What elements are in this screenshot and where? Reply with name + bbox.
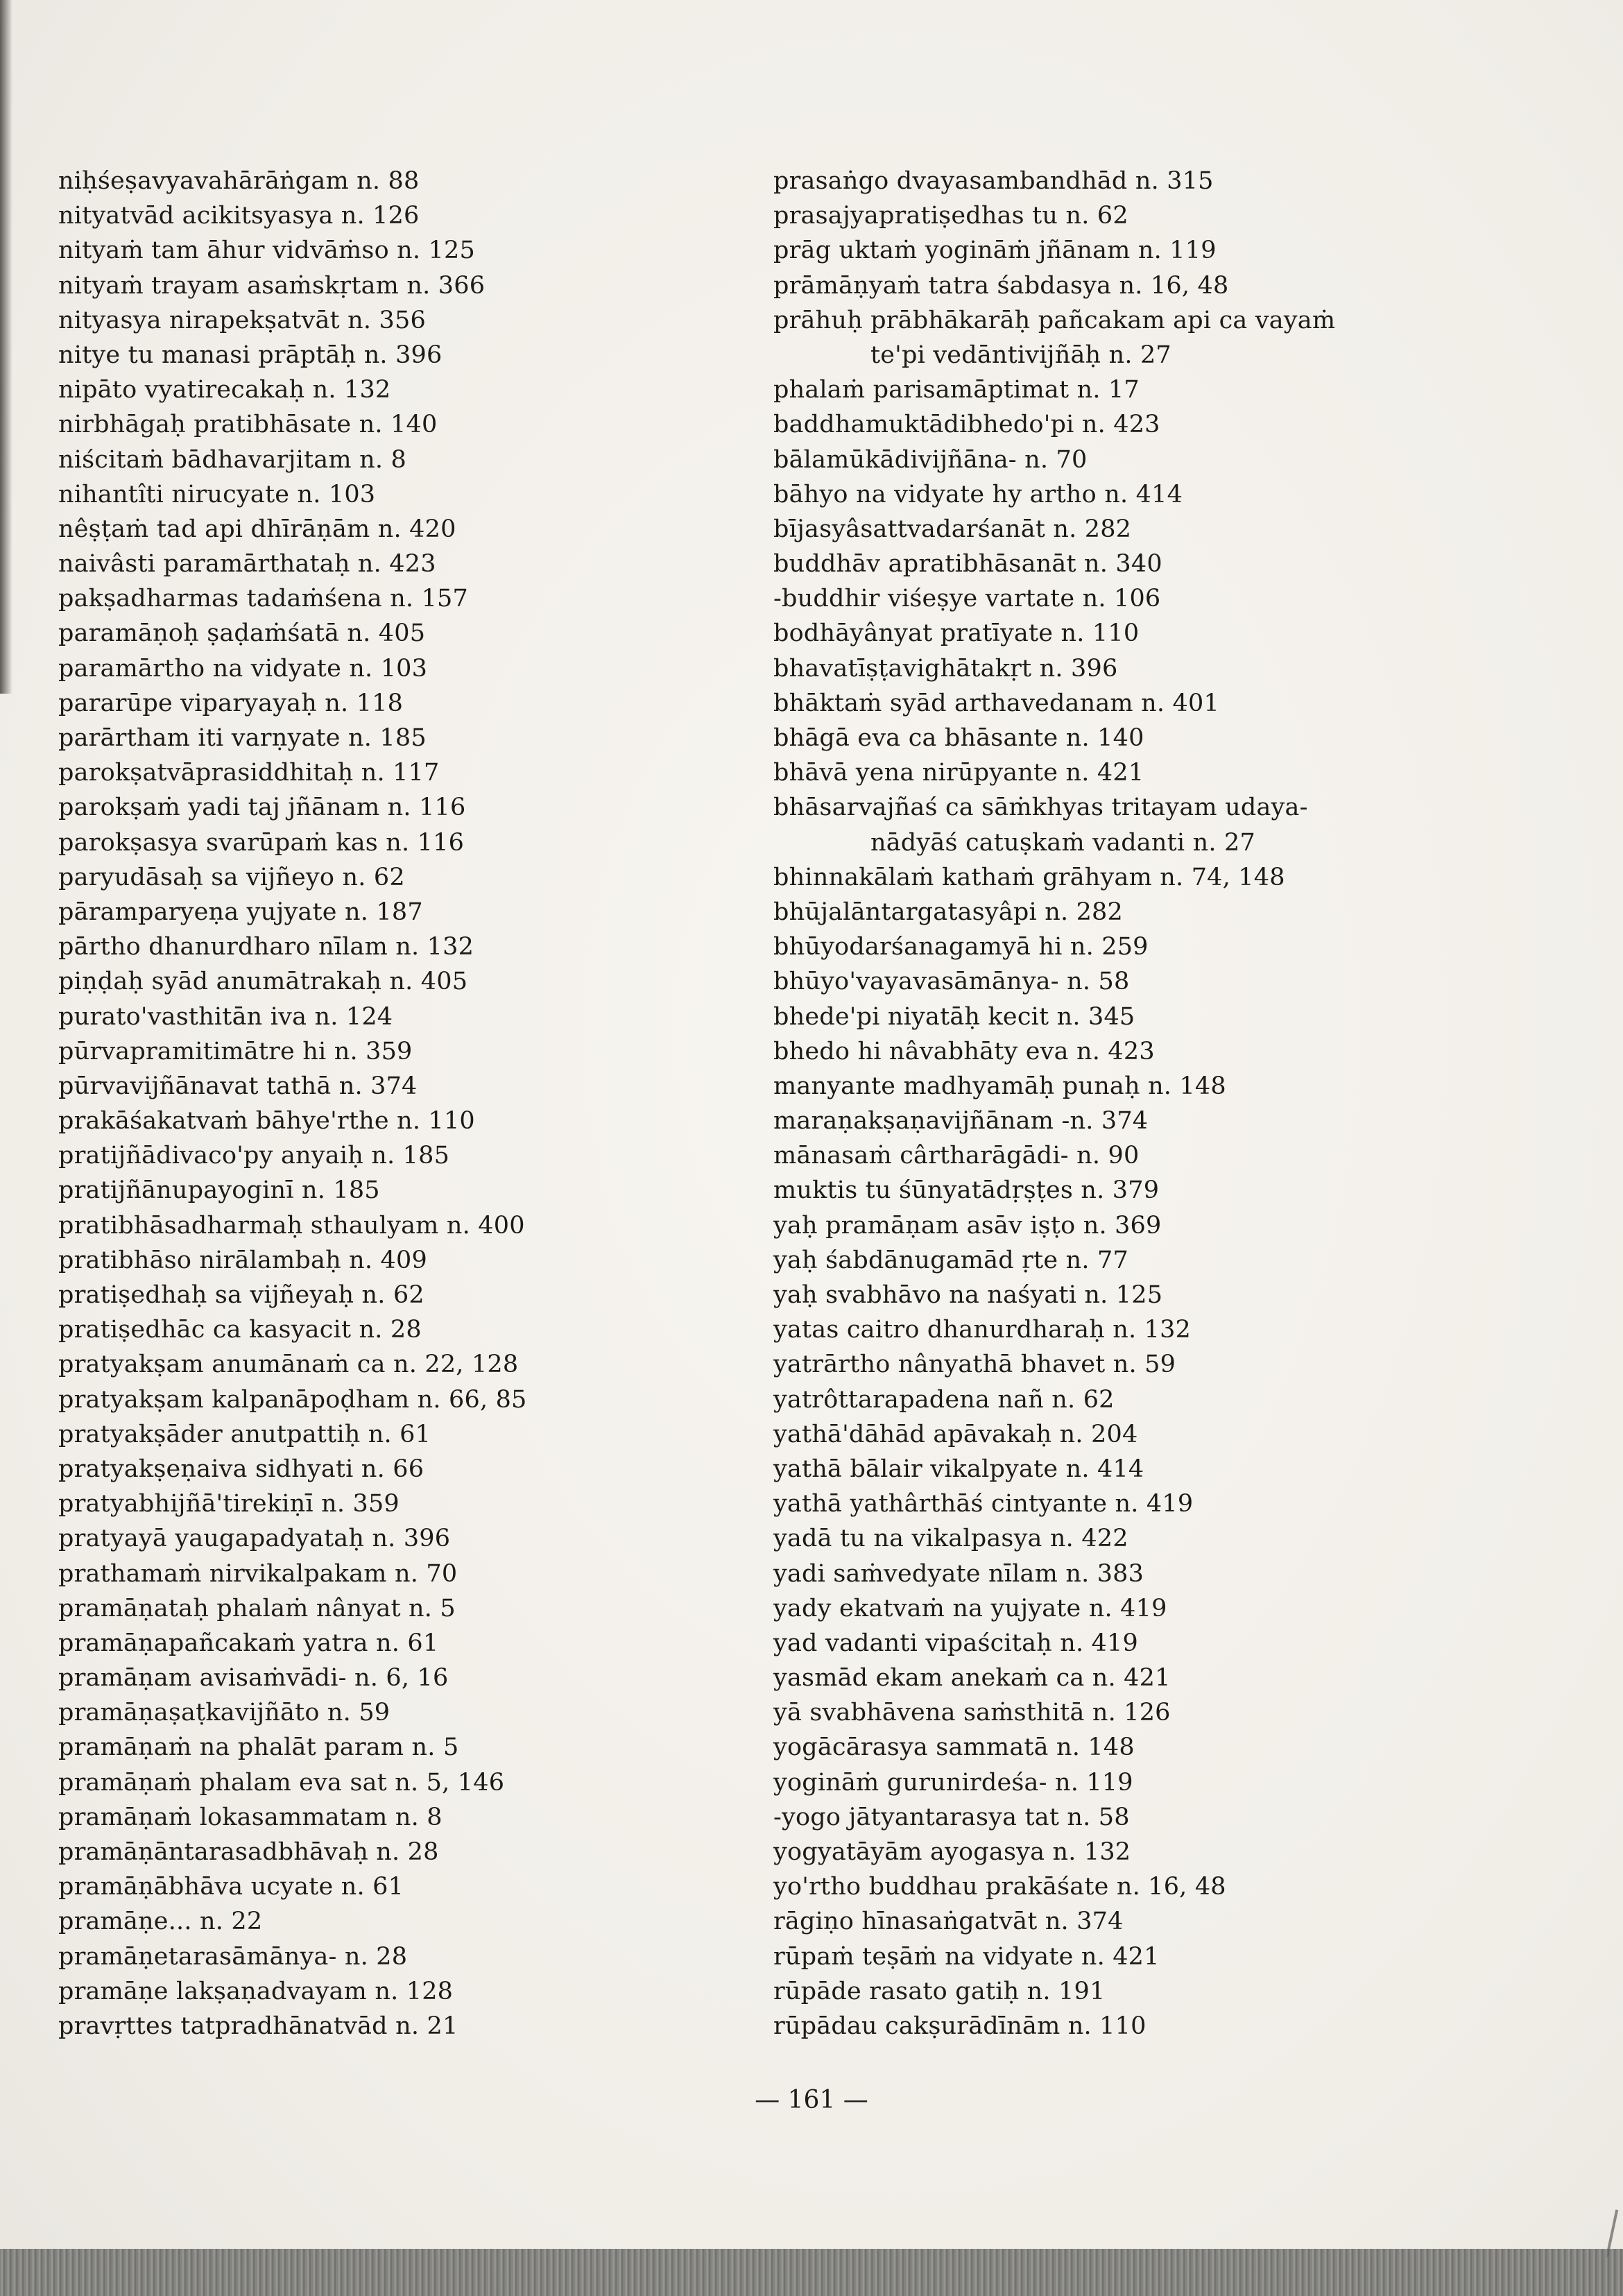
index-entry: pratyakṣeṇaiva sidhyati n. 66 bbox=[58, 1455, 424, 1483]
index-entry: bhedo hi nâvabhāty eva n. 423 bbox=[773, 1037, 1155, 1065]
index-entry: yaḥ pramāṇam asāv iṣṭo n. 369 bbox=[773, 1211, 1162, 1240]
index-entry: bhāvā yena nirūpyante n. 421 bbox=[773, 759, 1144, 787]
index-entry: piṇḍaḥ syād anumātrakaḥ n. 405 bbox=[58, 968, 468, 996]
index-entry: pramāṇetarasāmānya- n. 28 bbox=[58, 1942, 408, 1971]
index-entry: nitye tu manasi prāptāḥ n. 396 bbox=[58, 341, 443, 369]
index-entry: rūpaṁ teṣāṁ na vidyate n. 421 bbox=[773, 1942, 1160, 1971]
index-entry: phalaṁ parisamāptimat n. 17 bbox=[773, 376, 1140, 404]
index-entry: yatrôttarapadena nañ n. 62 bbox=[773, 1385, 1115, 1414]
index-entry: pārtho dhanurdharo nīlam n. 132 bbox=[58, 933, 474, 961]
index-entry: yasmād ekam anekaṁ ca n. 421 bbox=[773, 1664, 1171, 1693]
index-entry: nityasya nirapekṣatvāt n. 356 bbox=[58, 306, 426, 334]
index-entry: manyante madhyamāḥ punaḥ n. 148 bbox=[773, 1072, 1226, 1100]
index-entry: paramārtho na vidyate n. 103 bbox=[58, 654, 428, 683]
index-entry: pramāṇāntarasadbhāvaḥ n. 28 bbox=[58, 1838, 439, 1866]
index-entry: bodhāyânyat pratīyate n. 110 bbox=[773, 619, 1140, 648]
index-entry: yadā tu na vikalpasya n. 422 bbox=[773, 1525, 1128, 1553]
index-entry: yā svabhāvena saṁsthitā n. 126 bbox=[773, 1699, 1171, 1727]
index-entry: rūpāde rasato gatiḥ n. 191 bbox=[773, 1977, 1106, 2005]
index-entry: prāmāṇyaṁ tatra śabdasya n. 16, 48 bbox=[773, 271, 1229, 300]
index-entry: prathamaṁ nirvikalpakam n. 70 bbox=[58, 1559, 458, 1588]
index-entry: naivâsti paramārthataḥ n. 423 bbox=[58, 550, 436, 579]
index-entry: yadi saṁvedyate nīlam n. 383 bbox=[773, 1559, 1144, 1588]
index-entry: yatrārtho nânyathā bhavet n. 59 bbox=[773, 1351, 1176, 1379]
index-entry: rūpādau cakṣurādīnām n. 110 bbox=[773, 2012, 1147, 2040]
index-entry: pararūpe viparyayaḥ n. 118 bbox=[58, 689, 404, 717]
index-entry: prasaṅgo dvayasambandhād n. 315 bbox=[773, 167, 1214, 195]
index-entry: bhāsarvajñaś ca sāṁkhyas tritayam udaya- bbox=[773, 794, 1308, 822]
index-entry: nityaṁ trayam asaṁskṛtam n. 366 bbox=[58, 271, 486, 300]
index-entry: nipāto vyatirecakaḥ n. 132 bbox=[58, 376, 391, 404]
index-entry: pramāṇam avisaṁvādi- n. 6, 16 bbox=[58, 1664, 449, 1693]
index-entry: pratyakṣam kalpanāpoḍham n. 66, 85 bbox=[58, 1385, 527, 1414]
index-entry: prāhuḥ prābhākarāḥ pañcakam api ca vayaṁ bbox=[773, 306, 1336, 334]
index-entry: nirbhāgaḥ pratibhāsate n. 140 bbox=[58, 411, 438, 439]
index-entry: bhūyodarśanagamyā hi n. 259 bbox=[773, 933, 1149, 961]
index-column-right bbox=[773, 164, 1592, 2044]
index-entry: paryudāsaḥ sa vijñeyo n. 62 bbox=[58, 863, 405, 891]
index-entry: bhinnakālaṁ kathaṁ grāhyam n. 74, 148 bbox=[773, 863, 1285, 891]
index-entry: nihantîti nirucyate n. 103 bbox=[58, 480, 376, 508]
index-entry: pratyakṣam anumānaṁ ca n. 22, 128 bbox=[58, 1351, 519, 1379]
index-entry: pratyayā yaugapadyataḥ n. 396 bbox=[58, 1525, 451, 1553]
index-entry: parokṣaṁ yadi taj jñānam n. 116 bbox=[58, 794, 466, 822]
index-entry: pramāṇataḥ phalaṁ nânyat n. 5 bbox=[58, 1594, 456, 1622]
index-entry: yad vadanti vipaścitaḥ n. 419 bbox=[773, 1629, 1138, 1657]
index-entry: bhede'pi niyatāḥ kecit n. 345 bbox=[773, 1002, 1135, 1031]
index-entry: mānasaṁ cârtharāgādi- n. 90 bbox=[773, 1142, 1140, 1170]
index-entry: pramāṇaṁ lokasammatam n. 8 bbox=[58, 1803, 443, 1831]
index-entry: yogināṁ gurunirdeśa- n. 119 bbox=[773, 1768, 1133, 1797]
index-entry: rāgiṇo hīnasaṅgatvāt n. 374 bbox=[773, 1908, 1124, 1936]
index-entry: nādyāś catuṣkaṁ vadanti n. 27 bbox=[870, 828, 1255, 857]
index-entry: nityaṁ tam āhur vidvāṁso n. 125 bbox=[58, 237, 475, 265]
index-entry: pratiṣedhaḥ sa vijñeyaḥ n. 62 bbox=[58, 1281, 424, 1309]
index-entry: pratijñānupayoginī n. 185 bbox=[58, 1176, 380, 1205]
index-entry: pratiṣedhāc ca kasyacit n. 28 bbox=[58, 1316, 422, 1344]
index-entry: bhāktaṁ syād arthavedanam n. 401 bbox=[773, 689, 1219, 717]
index-entry: pramāṇābhāva ucyate n. 61 bbox=[58, 1873, 404, 1901]
index-entry: yogyatāyām ayogasya n. 132 bbox=[773, 1838, 1131, 1866]
index-entry: yaḥ śabdānugamād ṛte n. 77 bbox=[773, 1246, 1128, 1274]
index-entry: -buddhir viśeṣye vartate n. 106 bbox=[773, 585, 1161, 613]
index-entry: pratijñādivaco'py anyaiḥ n. 185 bbox=[58, 1142, 450, 1170]
index-entry: niścitaṁ bādhavarjitam n. 8 bbox=[58, 445, 406, 474]
index-column-left bbox=[58, 164, 752, 2044]
index-entry: bījasyâsattvadarśanāt n. 282 bbox=[773, 515, 1132, 543]
index-entry: yathā yathârthāś cintyante n. 419 bbox=[773, 1490, 1194, 1518]
index-entry: yathā'dāhād apāvakaḥ n. 204 bbox=[773, 1420, 1138, 1448]
index-entry: pramāṇaṁ na phalāt param n. 5 bbox=[58, 1733, 459, 1762]
index-entry: prakāśakatvaṁ bāhye'rthe n. 110 bbox=[58, 1107, 475, 1136]
index-entry: nêṣṭaṁ tad api dhīrāṇām n. 420 bbox=[58, 515, 456, 543]
index-entry: pramāṇaṣaṭkavijñāto n. 59 bbox=[58, 1699, 390, 1727]
index-entry: bhūyo'vayavasāmānya- n. 58 bbox=[773, 968, 1130, 996]
page-number: — 161 — bbox=[755, 2086, 868, 2114]
index-entry: pramāṇapañcakaṁ yatra n. 61 bbox=[58, 1629, 439, 1657]
page-edge-shadow bbox=[0, 0, 12, 694]
index-entry: pāramparyeṇa yujyate n. 187 bbox=[58, 898, 423, 926]
index-entry: prasajyapratiṣedhas tu n. 62 bbox=[773, 202, 1128, 230]
index-entry: buddhāv apratibhāsanāt n. 340 bbox=[773, 550, 1162, 579]
index-entry: parārtham iti varṇyate n. 185 bbox=[58, 724, 427, 752]
index-entry: purato'vasthitān iva n. 124 bbox=[58, 1002, 393, 1031]
index-entry: yady ekatvaṁ na yujyate n. 419 bbox=[773, 1594, 1167, 1622]
index-entry: -yogo jātyantarasya tat n. 58 bbox=[773, 1803, 1130, 1831]
index-entry: pakṣadharmas tadaṁśena n. 157 bbox=[58, 585, 468, 613]
index-entry: pūrvapramitimātre hi n. 359 bbox=[58, 1037, 413, 1065]
index-entry: maraṇakṣaṇavijñānam -n. 374 bbox=[773, 1107, 1149, 1136]
index-entry: yatas caitro dhanurdharaḥ n. 132 bbox=[773, 1316, 1192, 1344]
index-entry: te'pi vedāntivijñāḥ n. 27 bbox=[870, 341, 1171, 369]
index-entry: yaḥ svabhāvo na naśyati n. 125 bbox=[773, 1281, 1163, 1309]
index-entry: niḥśeṣavyavahārāṅgam n. 88 bbox=[58, 167, 420, 195]
index-entry: muktis tu śūnyatādṛṣṭes n. 379 bbox=[773, 1176, 1160, 1205]
index-entry: yogācārasya sammatā n. 148 bbox=[773, 1733, 1135, 1762]
index-entry: bhūjalāntargatasyâpi n. 282 bbox=[773, 898, 1123, 926]
index-entry: bāhyo na vidyate hy artho n. 414 bbox=[773, 480, 1183, 508]
index-entry: yathā bālair vikalpyate n. 414 bbox=[773, 1455, 1144, 1483]
index-entry: pratyabhijñā'tirekiṇī n. 359 bbox=[58, 1490, 400, 1518]
index-entry: pratyakṣāder anutpattiḥ n. 61 bbox=[58, 1420, 431, 1448]
index-entry: bhāgā eva ca bhāsante n. 140 bbox=[773, 724, 1144, 752]
index-entry: paramāṇoḥ ṣaḍaṁśatā n. 405 bbox=[58, 619, 426, 648]
index-entry: parokṣasya svarūpaṁ kas n. 116 bbox=[58, 828, 465, 857]
index-entry: pratibhāso nirālambaḥ n. 409 bbox=[58, 1246, 427, 1274]
index-entry: pramāṇe lakṣaṇadvayam n. 128 bbox=[58, 1977, 454, 2005]
index-entry: prāg uktaṁ yogināṁ jñānam n. 119 bbox=[773, 237, 1217, 265]
index-entry: baddhamuktādibhedo'pi n. 423 bbox=[773, 411, 1160, 439]
index-entry: bhavatīṣṭavighātakṛt n. 396 bbox=[773, 654, 1118, 683]
index-entry: pravṛttes tatpradhānatvād n. 21 bbox=[58, 2012, 458, 2040]
index-entry: bālamūkādivijñāna- n. 70 bbox=[773, 445, 1088, 474]
index-entry: pramāṇaṁ phalam eva sat n. 5, 146 bbox=[58, 1768, 505, 1797]
index-entry: pūrvavijñānavat tathā n. 374 bbox=[58, 1072, 418, 1100]
index-entry: pramāṇe... n. 22 bbox=[58, 1908, 263, 1936]
index-entry: pratibhāsadharmaḥ sthaulyam n. 400 bbox=[58, 1211, 525, 1240]
scan-edge-strip bbox=[0, 2249, 1623, 2296]
index-entry: parokṣatvāprasiddhitaḥ n. 117 bbox=[58, 759, 440, 787]
index-entry: yo'rtho buddhau prakāśate n. 16, 48 bbox=[773, 1873, 1226, 1901]
index-entry: nityatvād acikitsyasya n. 126 bbox=[58, 202, 420, 230]
